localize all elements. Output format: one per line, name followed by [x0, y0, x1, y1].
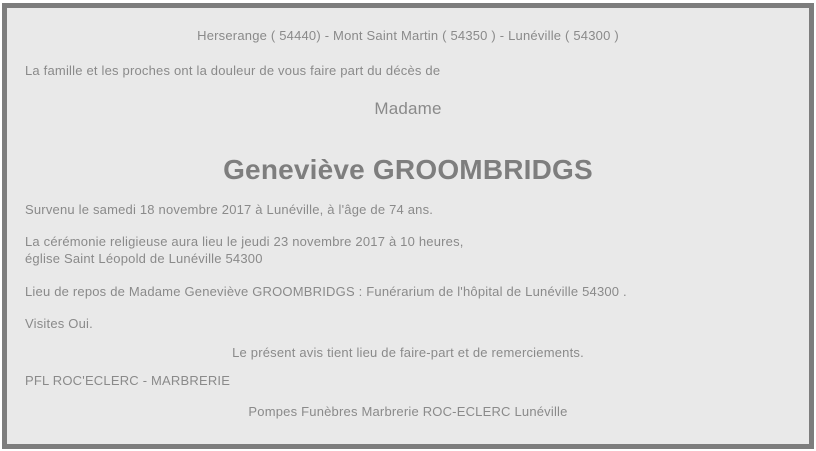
funeral-home-name: PFL ROC'ECLERC - MARBRERIE [25, 373, 231, 388]
death-notice-panel [2, 3, 814, 449]
deceased-name: Geneviève GROOMBRIDGS [223, 154, 593, 185]
footer-signature: Pompes Funèbres Marbrerie ROC-ECLERC Lunéville [248, 404, 568, 419]
intro-text: La famille et les proches ont la douleur de vous faire part du décès de [25, 63, 441, 78]
ceremony-info-line1: La cérémonie religieuse aura lieu le jeudi 23 novembre 2017 à 10 heures, [25, 234, 464, 249]
civility-title: Madame [374, 99, 442, 118]
visits-info: Visites Oui. [25, 316, 93, 331]
cities-header: Herserange ( 54440) - Mont Saint Martin ( 54350 ) - Lunéville ( 54300 ) [197, 28, 619, 43]
death-info: Survenu le samedi 18 novembre 2017 à Lunéville, à l'âge de 74 ans. [25, 202, 434, 217]
farewell-note: Le présent avis tient lieu de faire-part et de remerciements. [232, 345, 584, 360]
repose-info: Lieu de repos de Madame Geneviève GROOMBRIDGS : Funérarium de l'hôpital de Lunéville 54300 . [25, 284, 627, 299]
ceremony-info-line2: église Saint Léopold de Lunéville 54300 [25, 251, 263, 266]
ceremony-info [7, 233, 809, 267]
